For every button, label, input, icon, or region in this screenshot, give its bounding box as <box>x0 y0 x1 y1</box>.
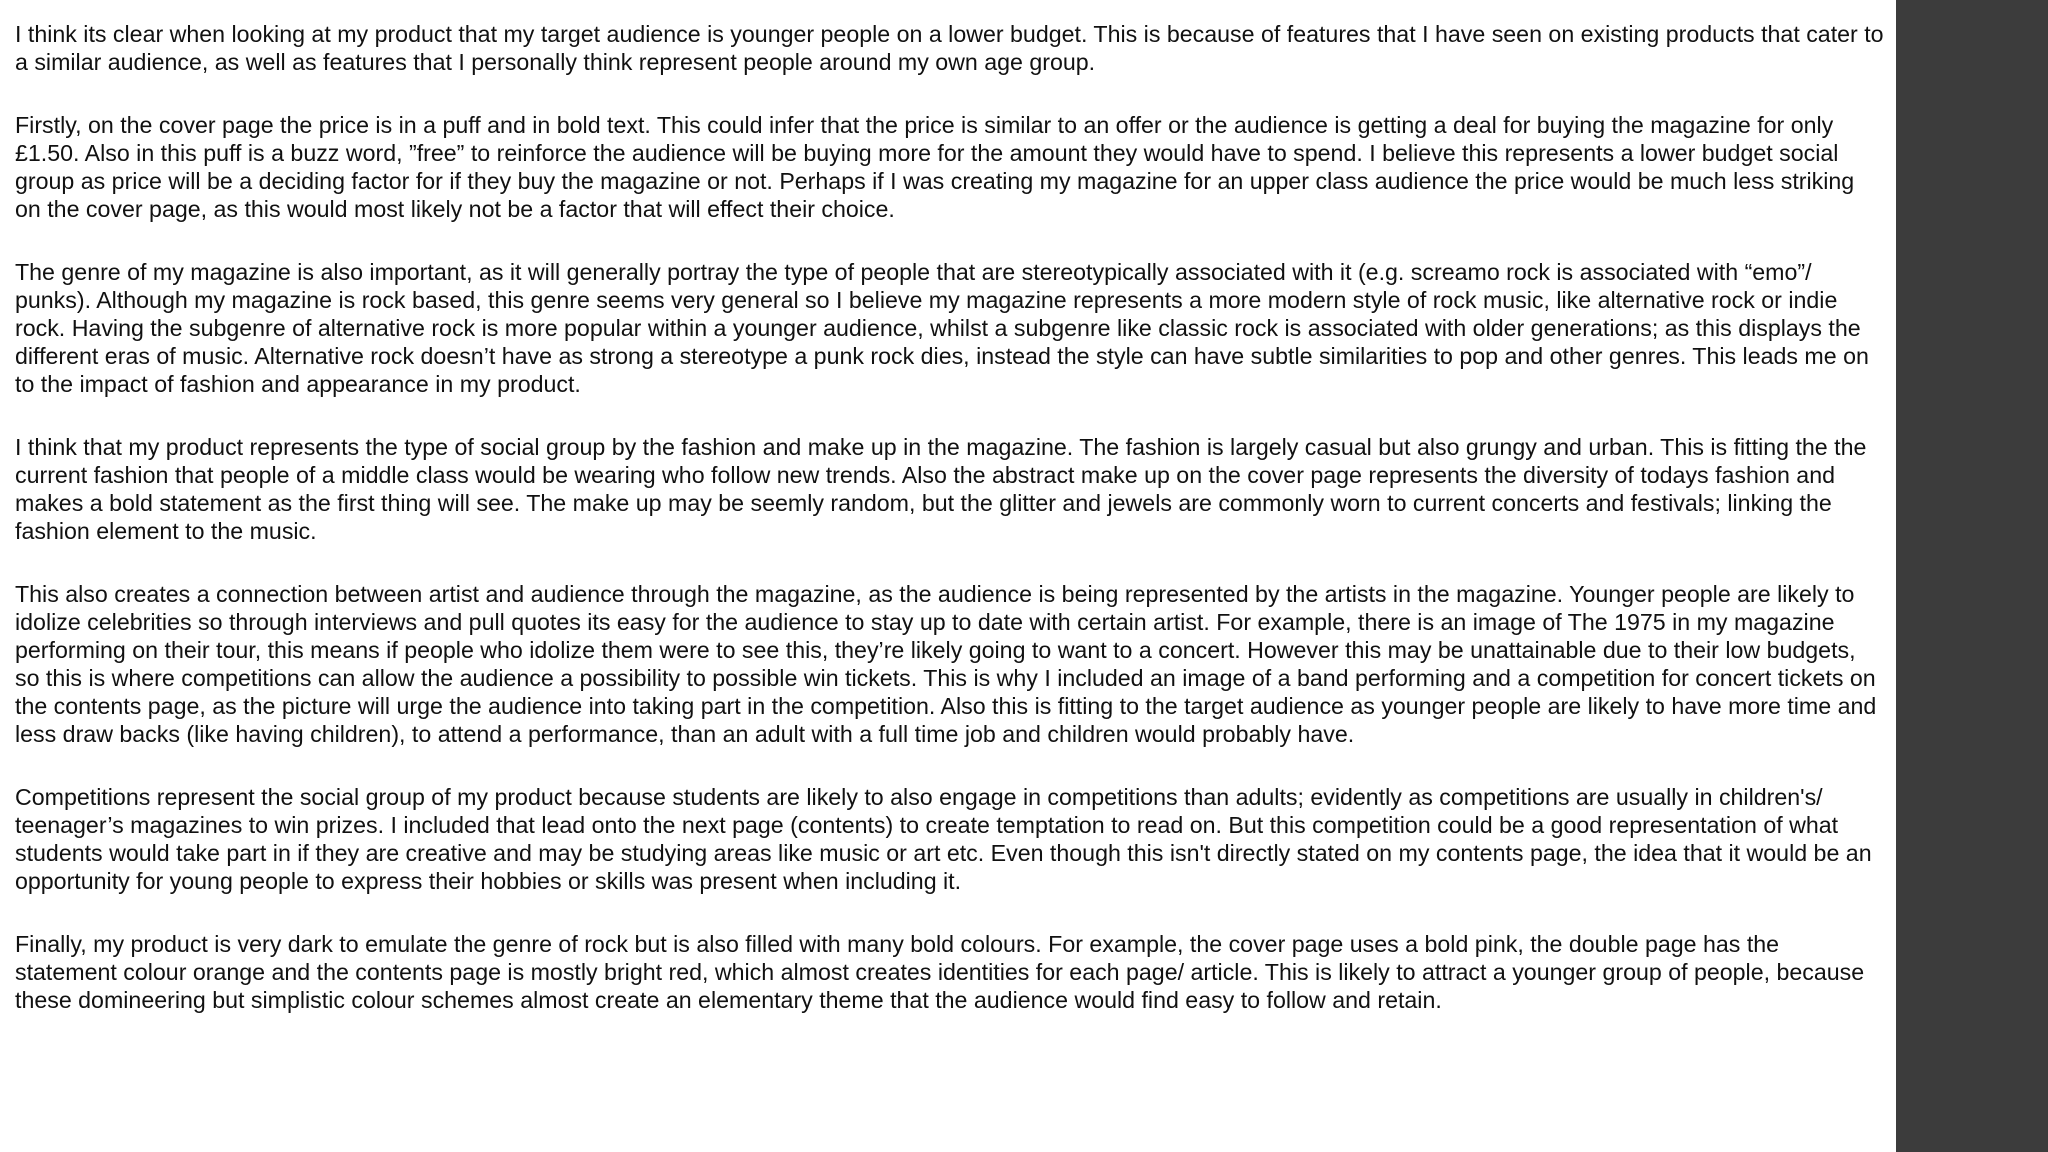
paragraph-genre: The genre of my magazine is also important, as it will generally portray the type of people that are stereotypically associated with it (e.g. screamo rock is associated with “emo”/ punks). Although my magazine is rock based, this genre seems very general so I believe my magazine represents a more modern style of rock music, like alternative rock or indie rock. Having the subgenre of alternative rock is more popular within a younger audience, whilst a subgenre like classic rock is associated with older generations; as this displays the different eras of music. Alternative rock doesn’t have as strong a stereotype a punk rock dies, instead the style can have subtle similarities to pop and other genres. This leads me on to the impact of fashion and appearance in my product. <box>15 259 1869 397</box>
right-sidebar-panel <box>1896 0 2048 1152</box>
paragraph-target-audience: I think its clear when looking at my product that my target audience is younger people on a lower budget. This is because of features that I have seen on existing products that cater to a similar audience, as well as features that I personally think represent people around my own age group. <box>15 21 1884 75</box>
paragraph-fashion: I think that my product represents the type of social group by the fashion and make up in the magazine. The fashion is largely casual but also grungy and urban. This is fitting the the current fashion that people of a middle class would be wearing who follow new trends. Also the abstract make up on the cover page represents the diversity of todays fashion and makes a bold statement as the first thing will see. The make up may be seemly random, but the glitter and jewels are commonly worn to current concerts and festivals; linking the fashion element to the music. <box>15 434 1867 544</box>
paragraph-competitions: Competitions represent the social group of my product because students are likely to also engage in competitions than adults; evidently as competitions are usually in children's/ teenager’s magazines to win prizes. I included that lead onto the next page (contents) to create temptation to read on. But this competition could be a good representation of what students would take part in if they are creative and may be studying areas like music or art etc. Even though this isn't directly stated on my contents page, the idea that it would be an opportunity for young people to express their hobbies or skills was present when including it. <box>15 784 1872 894</box>
text-column <box>15 20 1885 1049</box>
paragraph-artist-audience: This also creates a connection between artist and audience through the magazine, as the audience is being represented by the artists in the magazine. Younger people are likely to idolize celebrities so through interviews and pull quotes its easy for the audience to stay up to date with certain artist. For example, there is an image of The 1975 in my magazine performing on their tour, this means if people who idolize them were to see this, they’re likely going to want to a concert. However this may be unattainable due to their low budgets, so this is where competitions can allow the audience a possibility to possible win tickets. This is why I included an image of a band performing and a competition for concert tickets on the contents page, as the picture will urge the audience into taking part in the competition. Also this is fitting to the target audience as younger people are likely to have more time and less draw backs (like having children), to attend a performance, than an adult with a full time job and children would probably have. <box>15 581 1877 747</box>
paragraph-colours: Finally, my product is very dark to emulate the genre of rock but is also filled with many bold colours. For example, the cover page uses a bold pink, the double page has the statement colour orange and the contents page is mostly bright red, which almost creates identities for each page/ article. This is likely to attract a younger group of people, because these domineering but simplistic colour schemes almost create an elementary theme that the audience would find easy to follow and retain. <box>15 931 1865 1013</box>
paragraph-cover-price: Firstly, on the cover page the price is in a puff and in bold text. This could infer that the price is similar to an offer or the audience is getting a deal for buying the magazine for only £1.50. Also in this puff is a buzz word, ”free” to reinforce the audience will be buying more for the amount they would have to spend. I believe this represents a lower budget social group as price will be a deciding factor for if they buy the magazine or not. Perhaps if I was creating my magazine for an upper class audience the price would be much less striking on the cover page, as this would most likely not be a factor that will effect their choice. <box>15 112 1855 222</box>
